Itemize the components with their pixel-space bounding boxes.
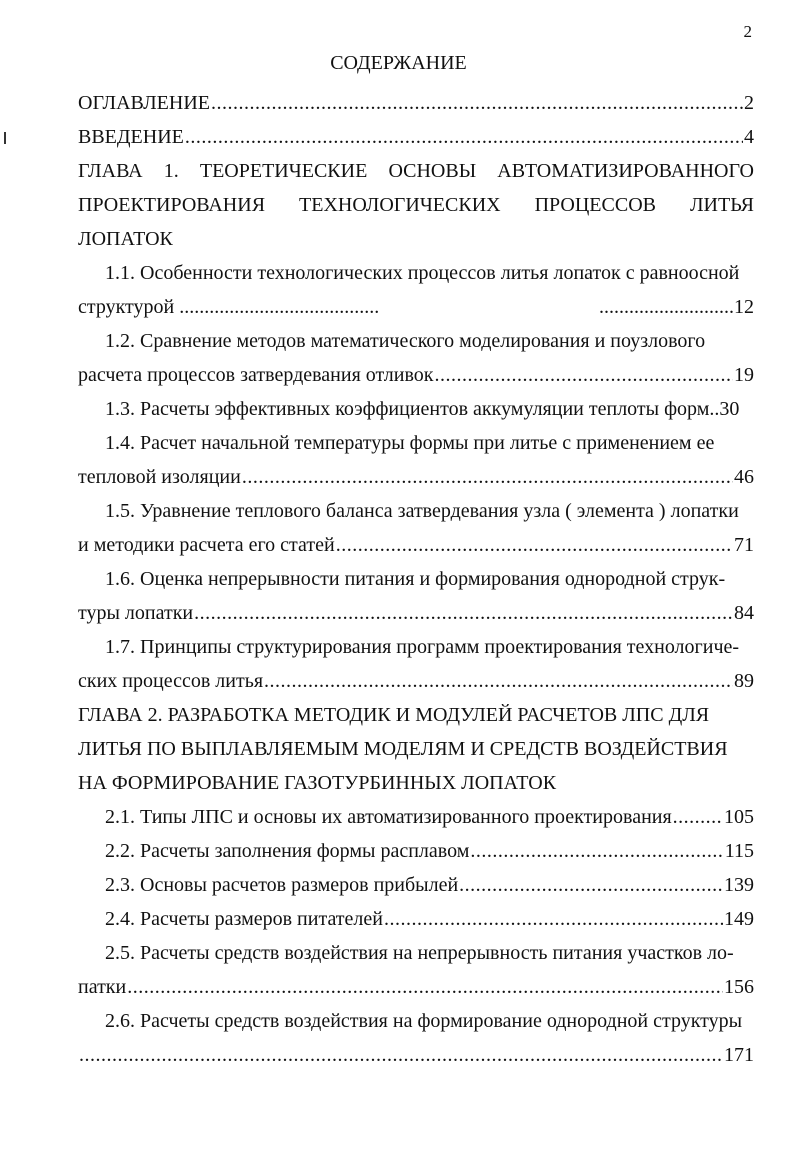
- toc-section-2-5[interactable]: [78, 936, 754, 970]
- toc-entry-title: 1.3. Расчеты эффективных коэффициентов аккумуляции теплоты форм..: [105, 398, 720, 420]
- toc-section-1-5-cont[interactable]: [78, 528, 754, 562]
- toc-page-number: 19: [734, 364, 754, 386]
- toc-page-number: 71: [734, 534, 754, 556]
- toc-section-1-1[interactable]: [78, 256, 754, 290]
- heading-word: ЛИТЬЯ: [689, 194, 754, 216]
- chapter-2-heading-line-3[interactable]: [78, 766, 754, 800]
- toc-section-2-4[interactable]: [78, 902, 754, 936]
- toc-page-number: 115: [724, 840, 754, 862]
- toc-entry-title: ОГЛАВЛЕНИЕ: [78, 92, 210, 114]
- toc-entry-title: 2.4. Расчеты размеров питателей: [105, 908, 383, 930]
- toc-section-1-5[interactable]: [78, 494, 754, 528]
- dot-leader: [242, 460, 733, 494]
- dot-leader: [434, 358, 733, 392]
- toc-entry-title: 2.3. Основы расчетов размеров прибылей: [105, 874, 459, 896]
- dot-leader: [264, 664, 733, 698]
- toc-entry-title: расчета процессов затвердевания отливок: [78, 364, 434, 386]
- toc-page-number: 105: [724, 806, 754, 828]
- toc-entry-title: ских процессов литья: [78, 670, 264, 692]
- toc-entry-introduction[interactable]: [78, 120, 754, 154]
- dot-leader: [673, 800, 723, 834]
- chapter-2-heading-line-1[interactable]: [78, 698, 754, 732]
- toc-page-number: 84: [734, 602, 754, 624]
- page-number: 2: [743, 22, 752, 41]
- toc-entry-title: структурой ........................................: [78, 296, 380, 318]
- heading-word: ПРОЦЕССОВ: [534, 194, 656, 216]
- toc-entry-contents[interactable]: [78, 86, 754, 120]
- dot-leader: [336, 528, 733, 562]
- toc-section-1-4-cont[interactable]: [78, 460, 754, 494]
- document-title: СОДЕРЖАНИЕ: [330, 52, 467, 74]
- heading-word: ОСНОВЫ: [388, 160, 477, 182]
- scan-mark: [4, 132, 6, 144]
- toc-entry-title: туры лопатки: [78, 602, 194, 624]
- toc-section-1-1-cont[interactable]: [78, 290, 754, 324]
- toc-entry-title: тепловой изоляции: [78, 466, 241, 488]
- dot-leader: [79, 1038, 723, 1072]
- toc-section-1-3[interactable]: [78, 392, 754, 426]
- toc-entry-title: патки: [78, 976, 127, 998]
- toc-entry-title: ВВЕДЕНИЕ: [78, 126, 184, 148]
- chapter-2-heading-line-2[interactable]: [78, 732, 754, 766]
- toc-entry-title: 1.4. Расчет начальной температуры формы при литье с применением ее: [105, 432, 715, 454]
- toc-entry-title: 1.7. Принципы структурирования программ проектирования технологиче-: [105, 636, 740, 658]
- toc-entry-title: 1.2. Сравнение методов математического моделирования и поузлового: [105, 330, 706, 352]
- toc-entry-title: и методики расчета его статей: [78, 534, 335, 556]
- toc-section-2-5-cont[interactable]: [78, 970, 754, 1004]
- dot-leader: [127, 970, 723, 1004]
- toc-page-number: 30: [719, 398, 740, 420]
- toc-section-1-7[interactable]: [78, 630, 754, 664]
- toc-entry-title: 2.6. Расчеты средств воздействия на формирование однородной структуры: [105, 1010, 743, 1032]
- toc-section-1-6-cont[interactable]: [78, 596, 754, 630]
- heading-word: ЛОПАТОК: [78, 228, 173, 250]
- toc-entry-title: 1.5. Уравнение теплового баланса затвердевания узла ( элемента ) лопатки: [105, 500, 739, 522]
- toc-entry-title: 1.6. Оценка непрерывности питания и формирования однородной струк-: [105, 568, 726, 590]
- toc-page-number: 4: [744, 126, 754, 148]
- toc-page-number: 139: [724, 874, 754, 896]
- heading-word: АВТОМАТИЗИРОВАННОГО: [497, 160, 754, 182]
- toc-section-2-6-cont[interactable]: [78, 1038, 754, 1072]
- toc-section-1-2[interactable]: [78, 324, 754, 358]
- chapter-1-heading-line-3[interactable]: [78, 222, 754, 256]
- dot-leader: [470, 834, 723, 868]
- dot-leader: [194, 596, 733, 630]
- heading-word: ТЕОРЕТИЧЕСКИЕ: [199, 160, 368, 182]
- heading-word: 1.: [163, 160, 179, 182]
- chapter-1-heading-line-1[interactable]: [78, 154, 754, 188]
- toc-entry-title: 2.2. Расчеты заполнения формы расплавом: [105, 840, 470, 862]
- toc-section-2-2[interactable]: [78, 834, 754, 868]
- dot-leader: [384, 902, 723, 936]
- toc-page-number: 89: [734, 670, 754, 692]
- toc-entry-title: 2.5. Расчеты средств воздействия на непрерывность питания участков ло-: [105, 942, 734, 964]
- toc-section-1-4[interactable]: [78, 426, 754, 460]
- toc-entry-title: 2.1. Типы ЛПС и основы их автоматизированного проектирования: [105, 806, 672, 828]
- chapter-1-heading-line-2[interactable]: [78, 188, 754, 222]
- toc-section-1-6[interactable]: [78, 562, 754, 596]
- dot-leader: ...........................: [599, 296, 734, 318]
- toc-entry-title: 1.1. Особенности технологических процессов литья лопаток с равноосной: [105, 262, 740, 284]
- toc-page-number: 2: [744, 92, 754, 114]
- toc-page-number: 171: [724, 1044, 754, 1066]
- dot-leader: [211, 86, 743, 120]
- dot-leader: [459, 868, 723, 902]
- toc-page-number: 156: [724, 976, 754, 998]
- heading-word: ГЛАВА: [78, 160, 143, 182]
- heading-word: ПРОЕКТИРОВАНИЯ: [78, 194, 266, 216]
- toc-section-2-6[interactable]: [78, 1004, 754, 1038]
- toc-section-1-7-cont[interactable]: [78, 664, 754, 698]
- table-of-contents: [78, 86, 754, 1072]
- toc-section-2-3[interactable]: [78, 868, 754, 902]
- chapter-heading-text: ЛИТЬЯ ПО ВЫПЛАВЛЯЕМЫМ МОДЕЛЯМ И СРЕДСТВ ВОЗДЕЙСТВИЯ: [78, 738, 728, 760]
- toc-page-number: 149: [724, 908, 754, 930]
- toc-section-2-1[interactable]: [78, 800, 754, 834]
- chapter-heading-text: ГЛАВА 2. РАЗРАБОТКА МЕТОДИК И МОДУЛЕЙ РАСЧЕТОВ ЛПС ДЛЯ: [78, 704, 710, 726]
- dot-leader: [185, 120, 743, 154]
- toc-page-number: 12: [734, 296, 754, 318]
- toc-section-1-2-cont[interactable]: [78, 358, 754, 392]
- chapter-heading-text: НА ФОРМИРОВАНИЕ ГАЗОТУРБИННЫХ ЛОПАТОК: [78, 772, 557, 794]
- heading-word: ТЕХНОЛОГИЧЕСКИХ: [299, 194, 501, 216]
- toc-page-number: 46: [734, 466, 754, 488]
